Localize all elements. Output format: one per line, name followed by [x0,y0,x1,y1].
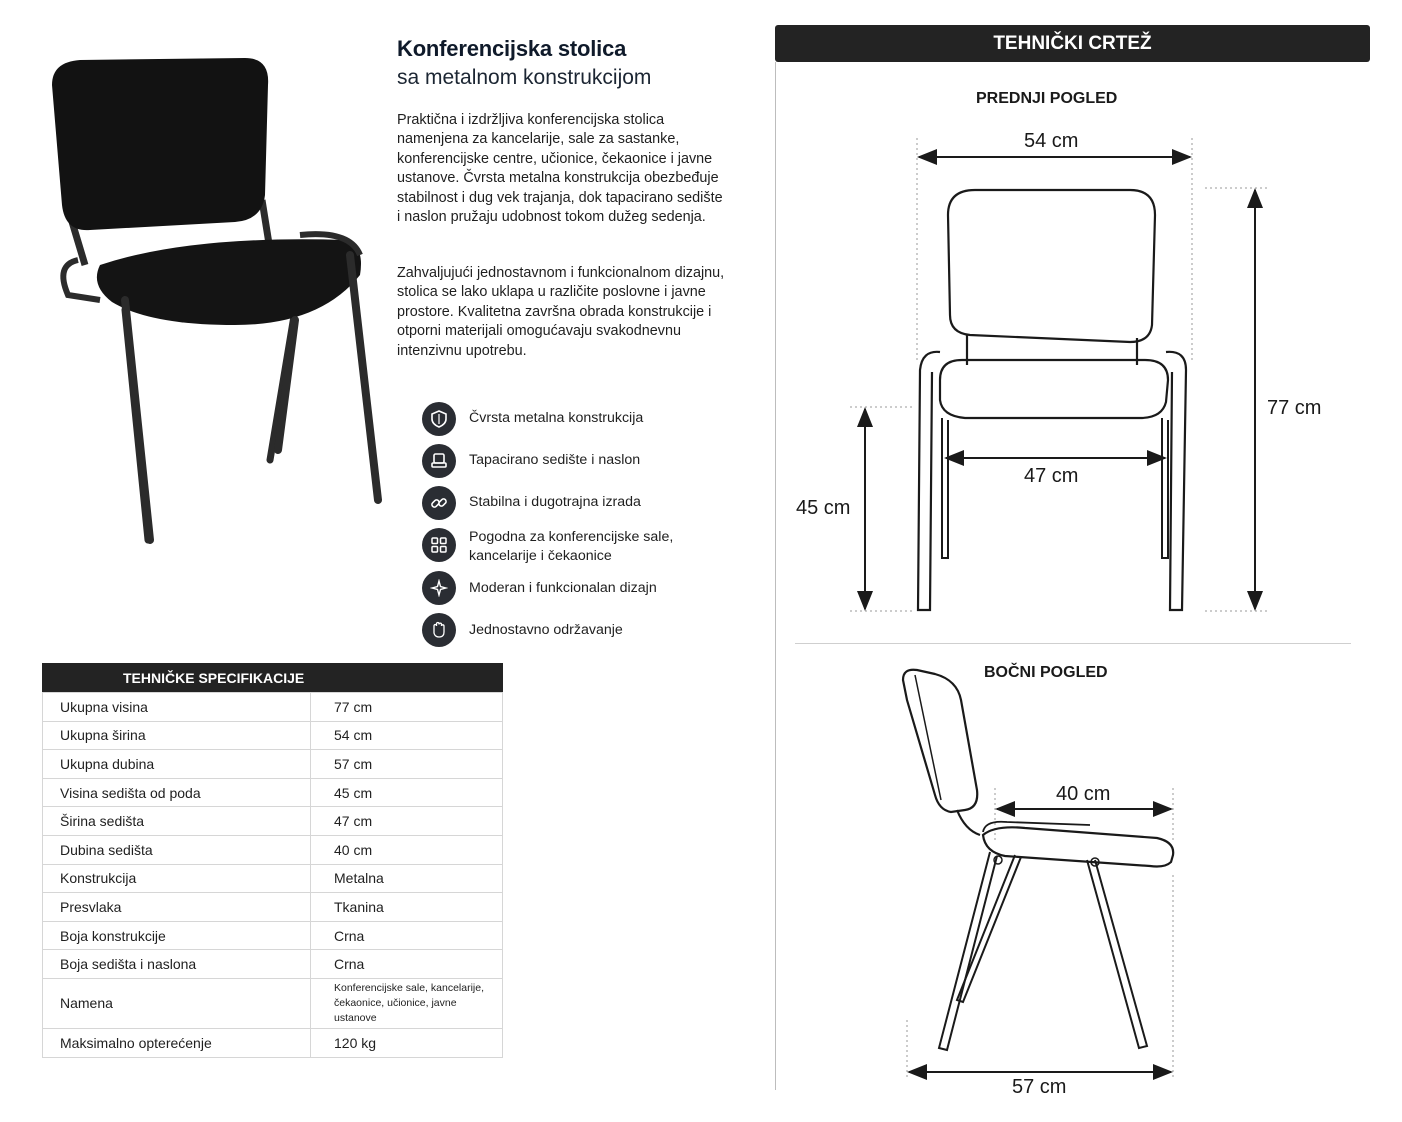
spec-value: Tkanina [311,893,503,922]
horizontal-divider [795,643,1351,644]
spec-key: Ukupna širina [43,721,311,750]
chair-photo [30,40,400,560]
description-paragraph-1: Praktična i izdržljiva konferencijska stolica namenjena za kancelarije, sale za sastanke, konferencijske centre, učionice, čekaonice i javne ustanove. Čvrsta metalna konstrukcija obezbeđuje stabilnost i dug vek trajanja, dok tapacirano sedište i naslon pružaju udobnost tokom dužeg sedenja. [397,112,723,226]
sparkle-icon [422,571,456,605]
spec-key: Namena [43,978,311,1028]
spec-value: Crna [311,921,503,950]
dim-total-depth: 57 cm [1012,1076,1067,1098]
spec-key: Širina sedišta [43,807,311,836]
front-view-drawing [790,120,1350,630]
dim-seat-height: 45 cm [796,497,851,519]
spec-value: 47 cm [311,807,503,836]
table-row [43,893,503,922]
feature-label: Stabilna i dugotrajna izrada [469,494,641,510]
table-row [43,750,503,779]
feature-item [422,613,742,647]
spec-key: Maksimalno opterećenje [43,1028,311,1057]
hand-icon [422,613,456,647]
spec-value: Metalna [311,864,503,893]
feature-label: Pogodna za konferencijske sale, kancelarije i čekaonice [469,529,674,564]
technical-drawing-header: TEHNIČKI CRTEŽ [775,25,1370,62]
dim-seat-width: 47 cm [1024,465,1079,487]
spec-value: 54 cm [311,721,503,750]
spec-key: Boja konstrukcije [43,921,311,950]
table-row [43,864,503,893]
table-row [43,1028,503,1057]
link-icon [422,486,456,520]
spec-key: Ukupna visina [43,693,311,722]
table-row [43,835,503,864]
description-paragraph-2: Zahvaljujući jednostavnom i funkcionalnom dizajnu, stolica se lako uklapa u različite poslovne i javne prostore. Kvalitetna završna obrada konstrukcije i otporni materijali omogućavaju svakodnevnu intenzivnu upotrebu. [397,265,725,359]
spec-key: Ukupna dubina [43,750,311,779]
feature-item [422,402,742,436]
table-row [43,921,503,950]
spec-key: Presvlaka [43,893,311,922]
spec-value: 45 cm [311,778,503,807]
spec-key: Boja sedišta i naslona [43,950,311,979]
feature-label: Čvrsta metalna konstrukcija [469,410,644,426]
spec-value: Crna [311,950,503,979]
table-row [43,950,503,979]
dim-total-width: 54 cm [1024,130,1079,152]
dim-seat-depth: 40 cm [1056,783,1111,805]
feature-label: Jednostavno održavanje [469,622,623,638]
feature-label: Tapacirano sedište i naslon [469,452,641,468]
spec-key: Dubina sedišta [43,835,311,864]
side-view-drawing [895,660,1185,1100]
spec-value: 77 cm [311,693,503,722]
feature-item [422,486,742,520]
spec-value: 57 cm [311,750,503,779]
grid-icon [422,528,456,562]
table-row [43,978,503,1028]
spec-key: Visina sedišta od poda [43,778,311,807]
spec-value: 40 cm [311,835,503,864]
table-row [43,778,503,807]
vertical-divider [775,62,776,1090]
side-view-title: BOČNI POGLED [984,664,1108,681]
shield-icon [422,402,456,436]
front-view-title: PREDNJI POGLED [976,90,1118,107]
seat-icon [422,444,456,478]
table-row [43,693,503,722]
spec-table [42,663,503,1058]
spec-value: Konferencijske sale, kancelarije, čekaonice, učionice, javne ustanove [311,978,503,1028]
dim-total-height: 77 cm [1267,397,1322,419]
table-row [43,721,503,750]
feature-item [422,571,742,605]
feature-item [422,444,742,478]
product-title: Konferencijska stolica [397,36,627,61]
table-row [43,807,503,836]
feature-label: Moderan i funkcionalan dizajn [469,580,657,596]
spec-value: 120 kg [311,1028,503,1057]
spec-table-title: TEHNIČKE SPECIFIKACIJE [42,663,503,692]
feature-item [422,528,742,562]
spec-key: Konstrukcija [43,864,311,893]
product-subtitle: sa metalnom konstrukcijom [397,66,652,89]
